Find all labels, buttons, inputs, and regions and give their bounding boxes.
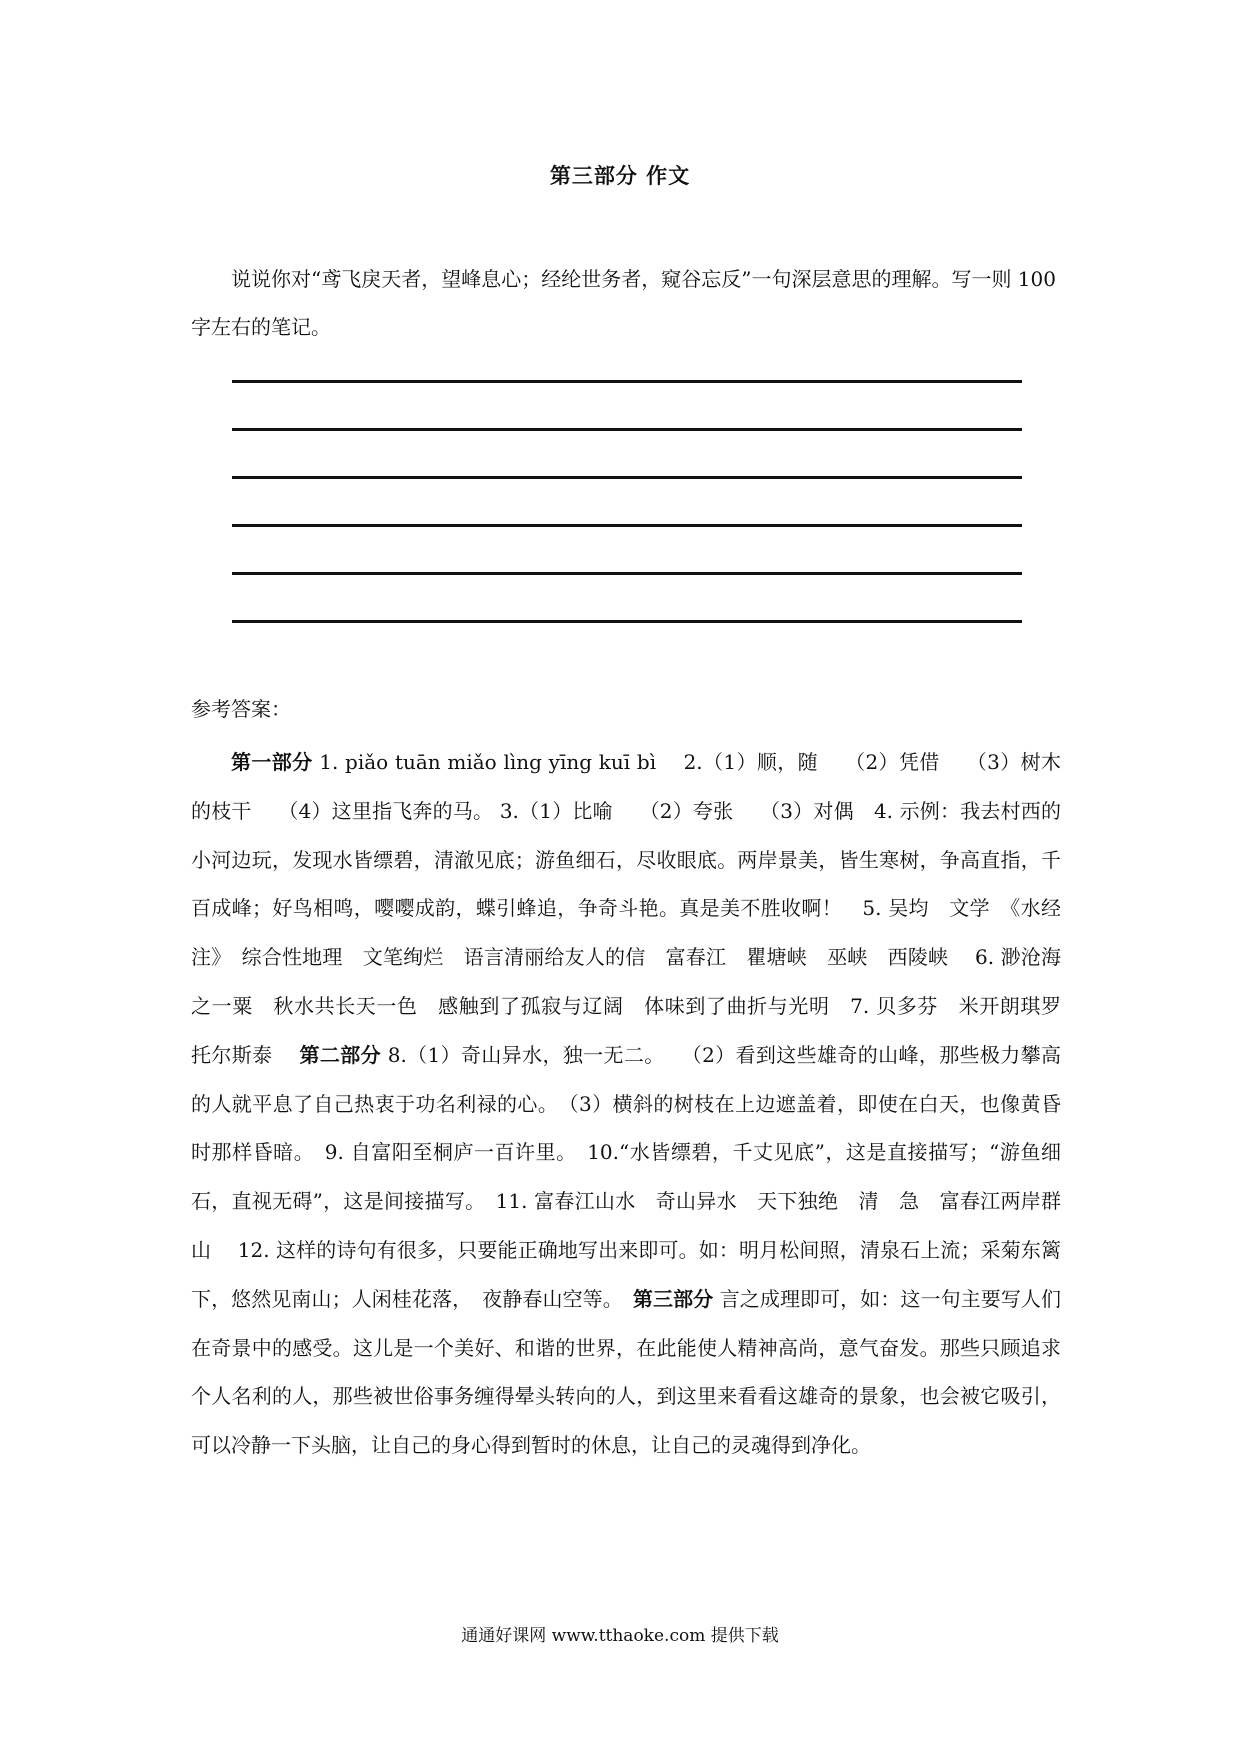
part1-answers: 1. piǎo tuān miǎo lìng yīng kuī bì 2.（1）顺，随 （2）凭借 （3）树木的枝干 （4）这里指飞奔的马。 3.（1）比喻 （2）夸张 （3）对偶 4. 示例：我去村西的小河边玩，发现水皆缥碧，清澈见底；游鱼细石，尽收眼底。两岸景美，皆生寒树，争高直指，千百成峰；好鸟相鸣，嘤嘤成韵，蝶引蜂追，争奇斗艳。真是美不胜收啊！ 5. 吴均 文学 《水经注》 综合性地理 文笔绚烂 语言清丽给友人的信 富春江 瞿塘峡 巫峡 西陵峡 6. 渺沧海之一粟 秋水共长天一色 感触到了孤寂与辽阔 体味到了曲折与光明 7. 贝多芬 米开朗琪罗 托尔斯泰 [191, 750, 1081, 1067]
writing-line[interactable] [232, 380, 1022, 383]
writing-lines [232, 380, 1022, 668]
writing-line[interactable] [232, 476, 1022, 479]
essay-prompt: 说说你对“鸢飞戾天者，望峰息心；经纶世务者，窥谷忘反”一句深层意思的理解。写一则 100 字左右的笔记。 [191, 267, 1056, 339]
answer-body [191, 738, 1081, 1470]
writing-line[interactable] [232, 524, 1022, 527]
part1-label: 第一部分 [231, 750, 313, 774]
part3-label: 第三部分 [632, 1286, 714, 1311]
download-footer: 通通好课网 www.tthaoke.com 提供下载 [461, 1626, 779, 1646]
writing-line[interactable] [232, 572, 1022, 575]
writing-line[interactable] [232, 428, 1022, 431]
answer-heading: 参考答案： [191, 697, 291, 721]
writing-line[interactable] [232, 620, 1022, 623]
page-title: 第三部分 作文 [549, 163, 691, 188]
part3-answers: 言之成理即可，如：这一句主要写人们在奇景中的感受。这儿是一个美好、和谐的世界，在此能使人精神高尚，意气奋发。那些只顾追求个人名利的人，那些被世俗事务缠得晕头转向的人，到这里来看看这雄奇的景象，也会被它吸引，可以冷静一下头脑，让自己的身心得到暂时的休息，让自己的灵魂得到净化。 [191, 1286, 1062, 1458]
part2-label: 第二部分 [299, 1042, 382, 1067]
part2-answers: 8.（1）奇山异水，独一无二。 （2）看到这些雄奇的山峰，那些极力攀高的人就平息了自己热衷于功名利禄的心。 （3）横斜的树枝在上边遮盖着，即使在白天，也像黄昏时那样昏暗。 9. 自富阳至桐庐一百许里。 10.“水皆缥碧，千丈见底”，这是直接描写；“游鱼细石，直视无碍”，这是间接描写。 11. 富春江山水 奇山异水 天下独绝 清 急 富春江两岸群山 12. 这样的诗句有很多，只要能正确地写出来即可。如：明月松间照，清泉石上流；采菊东篱下，悠然见南山；人闲桂花落， 夜静春山空等。 [191, 1042, 1062, 1311]
